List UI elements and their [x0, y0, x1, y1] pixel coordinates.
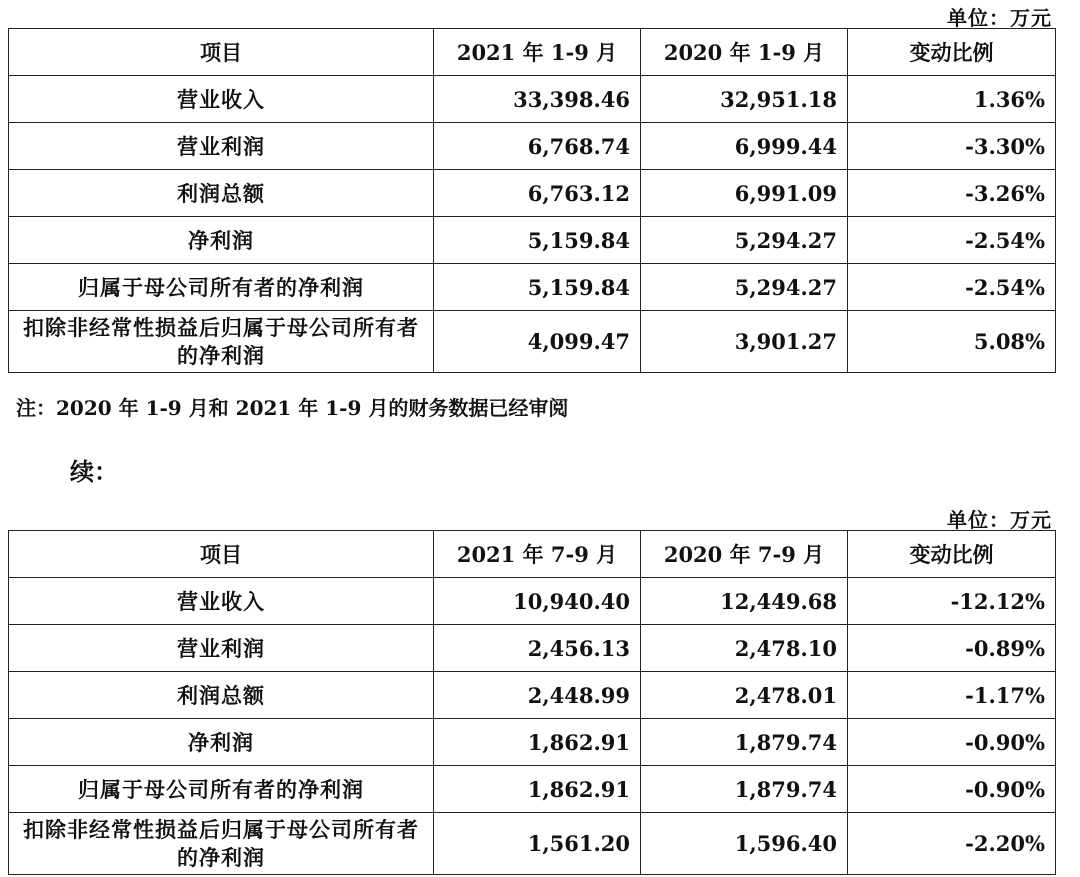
- table-row: [9, 264, 1056, 311]
- row-value-2020: 5,294.27: [641, 217, 848, 264]
- row-item: 归属于母公司所有者的净利润: [9, 766, 434, 813]
- header-item: 项目: [9, 29, 434, 76]
- row-value-2020: 6,999.44: [641, 123, 848, 170]
- row-value-2021: 2,448.99: [434, 672, 641, 719]
- row-value-2020: 12,449.68: [641, 578, 848, 625]
- table-row: [9, 217, 1056, 264]
- row-change: -12.12%: [848, 578, 1056, 625]
- row-item: 归属于母公司所有者的净利润: [9, 264, 434, 311]
- row-change: -1.17%: [848, 672, 1056, 719]
- header-item: 项目: [9, 531, 434, 578]
- financial-table-1-9: [8, 28, 1056, 373]
- row-change: 5.08%: [848, 311, 1056, 373]
- row-value-2021: 4,099.47: [434, 311, 641, 373]
- table-header-row: [9, 531, 1056, 578]
- table-row: [9, 123, 1056, 170]
- row-value-2020: 1,879.74: [641, 766, 848, 813]
- row-value-2020: 32,951.18: [641, 76, 848, 123]
- table-row: [9, 813, 1056, 875]
- row-item: 营业利润: [9, 625, 434, 672]
- table-row: [9, 170, 1056, 217]
- table-row: [9, 625, 1056, 672]
- row-change: -3.26%: [848, 170, 1056, 217]
- row-change: -0.90%: [848, 766, 1056, 813]
- row-value-2020: 2,478.10: [641, 625, 848, 672]
- row-value-2021: 2,456.13: [434, 625, 641, 672]
- header-2021: 2021 年 7-9 月: [434, 531, 641, 578]
- row-value-2020: 3,901.27: [641, 311, 848, 373]
- unit-label-1: 单位：万元: [947, 6, 1052, 30]
- unit-label-2: 单位：万元: [947, 508, 1052, 532]
- row-value-2020: 1,879.74: [641, 719, 848, 766]
- header-2021: 2021 年 1-9 月: [434, 29, 641, 76]
- row-item: 扣除非经常性损益后归属于母公司所有者的净利润: [9, 311, 434, 373]
- header-change: 变动比例: [848, 531, 1056, 578]
- row-value-2021: 5,159.84: [434, 264, 641, 311]
- financial-table-7-9: [8, 530, 1056, 875]
- row-value-2021: 10,940.40: [434, 578, 641, 625]
- table-row: [9, 76, 1056, 123]
- row-item: 营业利润: [9, 123, 434, 170]
- row-value-2021: 1,561.20: [434, 813, 641, 875]
- table-row: [9, 766, 1056, 813]
- row-value-2021: 1,862.91: [434, 766, 641, 813]
- row-value-2020: 2,478.01: [641, 672, 848, 719]
- row-change: -3.30%: [848, 123, 1056, 170]
- row-value-2021: 33,398.46: [434, 76, 641, 123]
- row-value-2020: 1,596.40: [641, 813, 848, 875]
- row-item: 利润总额: [9, 672, 434, 719]
- header-change: 变动比例: [848, 29, 1056, 76]
- row-change: -2.54%: [848, 264, 1056, 311]
- continued-label: 续：: [70, 457, 118, 486]
- row-item: 扣除非经常性损益后归属于母公司所有者的净利润: [9, 813, 434, 875]
- row-change: -0.89%: [848, 625, 1056, 672]
- row-change: -2.20%: [848, 813, 1056, 875]
- row-value-2020: 6,991.09: [641, 170, 848, 217]
- row-item: 营业收入: [9, 76, 434, 123]
- row-change: -0.90%: [848, 719, 1056, 766]
- table-row: [9, 719, 1056, 766]
- table-row: [9, 311, 1056, 373]
- table-row: [9, 578, 1056, 625]
- review-note: 注：2020 年 1-9 月和 2021 年 1-9 月的财务数据已经审阅: [16, 396, 569, 420]
- row-value-2021: 6,768.74: [434, 123, 641, 170]
- row-item: 净利润: [9, 217, 434, 264]
- row-value-2020: 5,294.27: [641, 264, 848, 311]
- row-value-2021: 1,862.91: [434, 719, 641, 766]
- row-change: 1.36%: [848, 76, 1056, 123]
- row-value-2021: 6,763.12: [434, 170, 641, 217]
- table-row: [9, 672, 1056, 719]
- row-value-2021: 5,159.84: [434, 217, 641, 264]
- row-item: 营业收入: [9, 578, 434, 625]
- row-item: 利润总额: [9, 170, 434, 217]
- row-change: -2.54%: [848, 217, 1056, 264]
- row-item: 净利润: [9, 719, 434, 766]
- table-header-row: [9, 29, 1056, 76]
- header-2020: 2020 年 1-9 月: [641, 29, 848, 76]
- header-2020: 2020 年 7-9 月: [641, 531, 848, 578]
